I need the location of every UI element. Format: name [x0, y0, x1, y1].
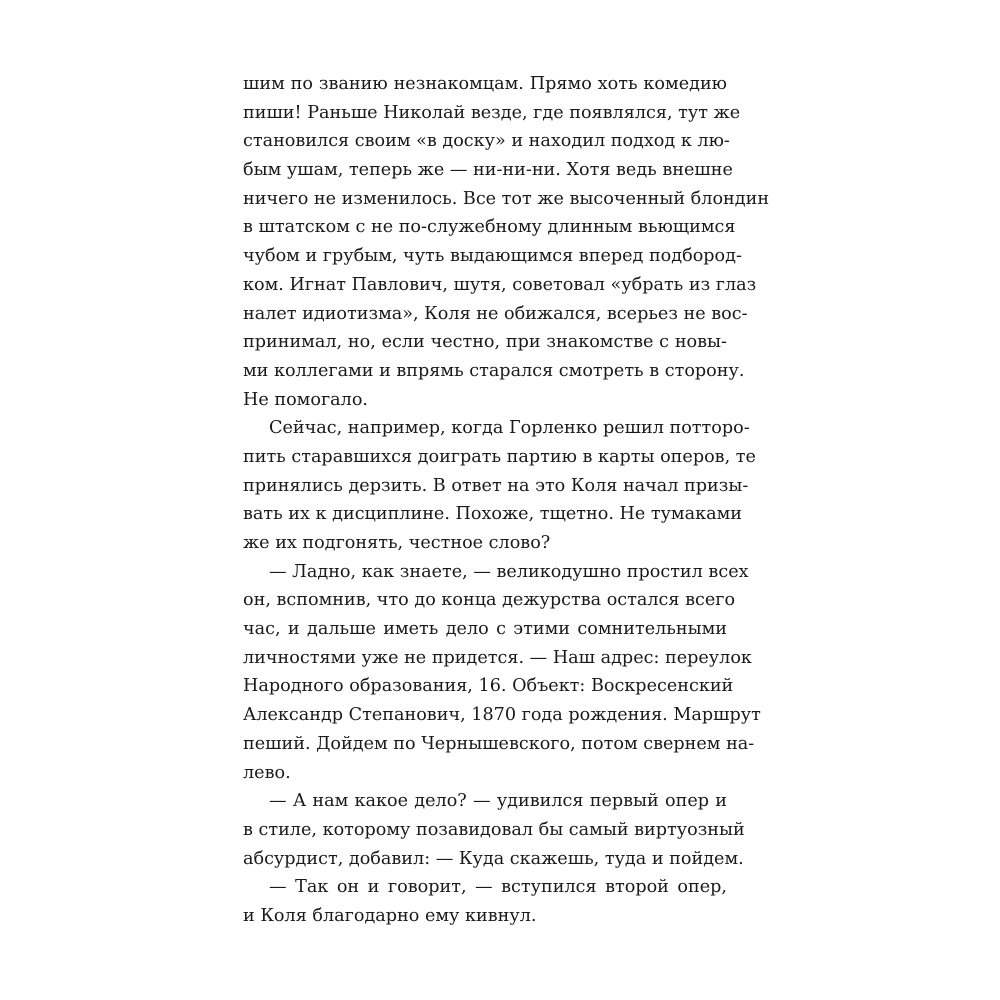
text-line: — А нам какое дело? — удивился первый опер и: [269, 791, 727, 812]
paragraph-2: [243, 414, 756, 557]
text-line: Александр Степанович, 1870 года рождения. Маршрут: [243, 705, 761, 726]
text-line: бым ушам, теперь же — ни-ни-ни. Хотя ведь внешне: [243, 160, 733, 181]
text-line: он, вспомнив, что до конца дежурства остался всего: [243, 590, 736, 611]
text-line: Сейчас, например, когда Горленко решил потторо-: [269, 418, 750, 439]
body-text: [243, 70, 770, 931]
text-line: ми коллегами и впрямь старался смотреть в сторону.: [243, 360, 745, 381]
text-line: в стиле, которому позавидовал бы самый виртуозный: [243, 819, 745, 840]
text-line: принялись дерзить. В ответ на это Коля начал призы-: [243, 475, 749, 496]
text-line: налет идиотизма», Коля не обижался, всерьез не вос-: [243, 303, 748, 324]
text-line: ком. Игнат Павлович, шутя, советовал «убрать из глаз: [243, 274, 757, 295]
text-line: становился своим «в доску» и находил подход к лю-: [243, 131, 730, 152]
paragraph-3: [243, 558, 761, 788]
text-line: — Так он и говорит, — вступился второй опер,: [269, 877, 727, 898]
text-line: вать их к дисциплине. Похоже, тщетно. Не тумаками: [243, 504, 743, 525]
paragraph-1: [243, 70, 770, 414]
text-line: абсурдист, добавил: — Куда скажешь, туда и пойдем.: [243, 848, 744, 869]
text-line: шим по званию незнакомцам. Прямо хоть комедию: [243, 74, 727, 94]
text-line: Народного образования, 16. Объект: Воскресенский: [243, 676, 734, 697]
paragraph-4: [243, 787, 745, 873]
text-line: принимал, но, если честно, при знакомстве с новы-: [243, 332, 727, 353]
text-line: пиши! Раньше Николай везде, где появлялся, тут же: [243, 102, 741, 123]
paragraph-5: [243, 873, 727, 930]
text-line: пить старавшихся доиграть партию в карты оперов, те: [243, 446, 756, 467]
text-line: личностями уже не придется. — Наш адрес: переулок: [243, 647, 752, 668]
text-line: — Ладно, как знаете, — великодушно простил всех: [269, 561, 749, 582]
text-line: пеший. Дойдем по Чернышевского, потом свернем на-: [243, 733, 755, 754]
text-line: час, и дальше иметь дело с этими сомнительными: [243, 619, 727, 640]
text-line: и Коля благодарно ему кивнул.: [243, 905, 537, 926]
text-line: ничего не изменилось. Все тот же высоченный блондин: [243, 188, 770, 209]
text-line: лево.: [243, 762, 291, 783]
text-line: же их подгонять, честное слово?: [243, 533, 551, 553]
text-line: чубом и грубым, чуть выдающимся вперед подбород-: [243, 246, 742, 267]
text-line: в штатском с не по-служебному длинным вьющимся: [243, 217, 736, 238]
text-line: Не помогало.: [243, 389, 369, 410]
